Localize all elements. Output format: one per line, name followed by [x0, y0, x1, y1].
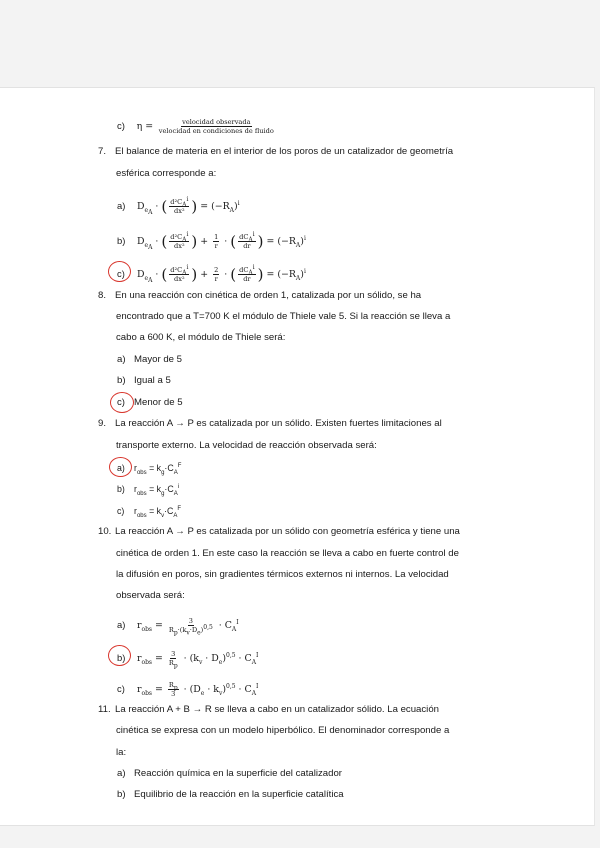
q8-option-c[interactable]: c) Menor de 5	[117, 397, 183, 408]
q9-option-a[interactable]: a) $r_{obs} = k_g\cdot C_A^F$	[117, 463, 182, 476]
formula-9c: $r_{obs} = k_v\cdot C_A^F$	[134, 506, 182, 519]
q11-option-a[interactable]: a) Reacción química en la superficie del catalizador	[117, 768, 342, 779]
question-9: 9. La reacción A → P es catalizada por un sólido. Existen fuertes limitaciones al	[98, 418, 442, 429]
q10-option-a[interactable]: a) $r_{obs}$ = $\frac{3}{R_p\cdot(k_v\cdot D_e)^{0,5}}$ · $C_A^I$	[117, 617, 239, 637]
q10-option-b[interactable]: b) $r_{obs}$ = $\frac{3}{R_p}$ · $(k_v \cdot D_e)^{0,5} \cdot C_A^I$	[117, 650, 259, 670]
question-8-line2: encontrado que a T=700 K el módulo de Thiele vale 5. Si la reacción se lleva a	[116, 311, 451, 322]
eta-numerator: velocidad observada	[182, 118, 251, 126]
formula-10b: $r_{obs}$ = $\frac{3}{R_p}$ · $(k_v \cdot D_e)^{0,5} \cdot C_A^I$	[136, 650, 259, 670]
q8-option-a[interactable]: a) Mayor de 5	[117, 354, 182, 365]
option-c-eta: c) η = $\frac{\text{velocidad observada}}{\text{velocidad en condiciones de fluido}}$	[117, 118, 274, 135]
question-11-line3: la:	[116, 747, 127, 758]
question-7: 7. El balance de materia en el interior de los poros de un catalizador de geometría	[98, 146, 454, 157]
q7-option-b[interactable]: b) $D_{e_A}$ · ( $\frac{d^2C_A^i}{\text{dx²}}$ ) + $\frac{1}{r}$ · ( $\frac{dC_A^i}{dr}$ ) = $(-R_A)^i$	[117, 230, 306, 252]
q9-option-c[interactable]: c) $r_{obs} = k_v\cdot C_A^F$	[117, 506, 182, 519]
question-10-line3: la difusión en poros, sin gradientes térmicos externos ni internos. La velocidad	[116, 569, 449, 580]
answer-mark-circle	[110, 392, 134, 413]
question-11: 11. La reacción A + B → R se lleva a cabo en un catalizador sólido. La ecuación	[98, 704, 439, 715]
answer-mark-circle	[108, 261, 131, 282]
formula-a: $D_{e_A}$ · ( $\frac{d^2C_A^i}{\text{dx²}}$ ) = $(-R_A)^i$	[136, 195, 240, 217]
question-8: 8. En una reacción con cinética de orden 1, catalizada por un sólido, se ha	[98, 290, 422, 301]
answer-mark-circle	[109, 457, 132, 477]
question-11-line2: cinética se expresa con un modelo hiperbólico. El denominador corresponde a	[116, 725, 450, 736]
q11-option-b[interactable]: b) Equilibrio de la reacción en la superficie catalítica	[117, 789, 344, 800]
formula-b: $D_{e_A}$ · ( $\frac{d^2C_A^i}{\text{dx²}}$ ) + $\frac{1}{r}$ · ( $\frac{dC_A^i}{dr}$ ) = $(-R_A)^i$	[136, 230, 306, 252]
question-8-line3: cabo a 600 K, el módulo de Thiele será:	[116, 332, 286, 343]
formula-9b: $r_{obs} = k_g\cdot C_A^i$	[134, 484, 180, 497]
q9-option-b[interactable]: b) $r_{obs} = k_g\cdot C_A^i$	[117, 484, 180, 497]
formula-10c: $r_{obs}$ = $\frac{R_p}{3}$ · $(D_e \cdot k_v)^{0,5} \cdot C_A^I$	[136, 681, 259, 698]
formula-10a: $r_{obs}$ = $\frac{3}{R_p\cdot(k_v\cdot D_e)^{0,5}}$ · $C_A^I$	[136, 617, 239, 637]
eta-denominator: velocidad en condiciones de fluido	[158, 127, 274, 135]
answer-mark-circle	[108, 645, 131, 666]
formula-9a: $r_{obs} = k_g\cdot C_A^F$	[134, 463, 182, 476]
q7-option-c[interactable]: c) $D_{e_A}$ · ( $\frac{d^2C_A^i}{\text{dx²}}$ ) + $\frac{2}{r}$ · ( $\frac{dC_A^i}{dr}$ ) = $(-R_A)^i$	[117, 263, 306, 285]
q7-option-a[interactable]: a) $D_{e_A}$ · ( $\frac{d^2C_A^i}{\text{dx²}}$ ) = $(-R_A)^i$	[117, 195, 240, 217]
question-10-line4: observada será:	[116, 590, 185, 601]
question-7-line2: esférica corresponde a:	[116, 168, 217, 179]
question-9-line2: transporte externo. La velocidad de reacción observada será:	[116, 440, 377, 451]
q10-option-c[interactable]: c) $r_{obs}$ = $\frac{R_p}{3}$ · $(D_e \cdot k_v)^{0,5} \cdot C_A^I$	[117, 681, 259, 698]
formula-c: $D_{e_A}$ · ( $\frac{d^2C_A^i}{\text{dx²}}$ ) + $\frac{2}{r}$ · ( $\frac{dC_A^i}{dr}$ ) = $(-R_A)^i$	[136, 263, 306, 285]
question-10-line2: cinética de orden 1. En este caso la reacción se lleva a cabo en fuerte control de	[116, 548, 459, 559]
question-10: 10. La reacción A → P es catalizada por un sólido con geometría esférica y tiene una	[98, 526, 460, 537]
q8-option-b[interactable]: b) Igual a 5	[117, 375, 171, 386]
